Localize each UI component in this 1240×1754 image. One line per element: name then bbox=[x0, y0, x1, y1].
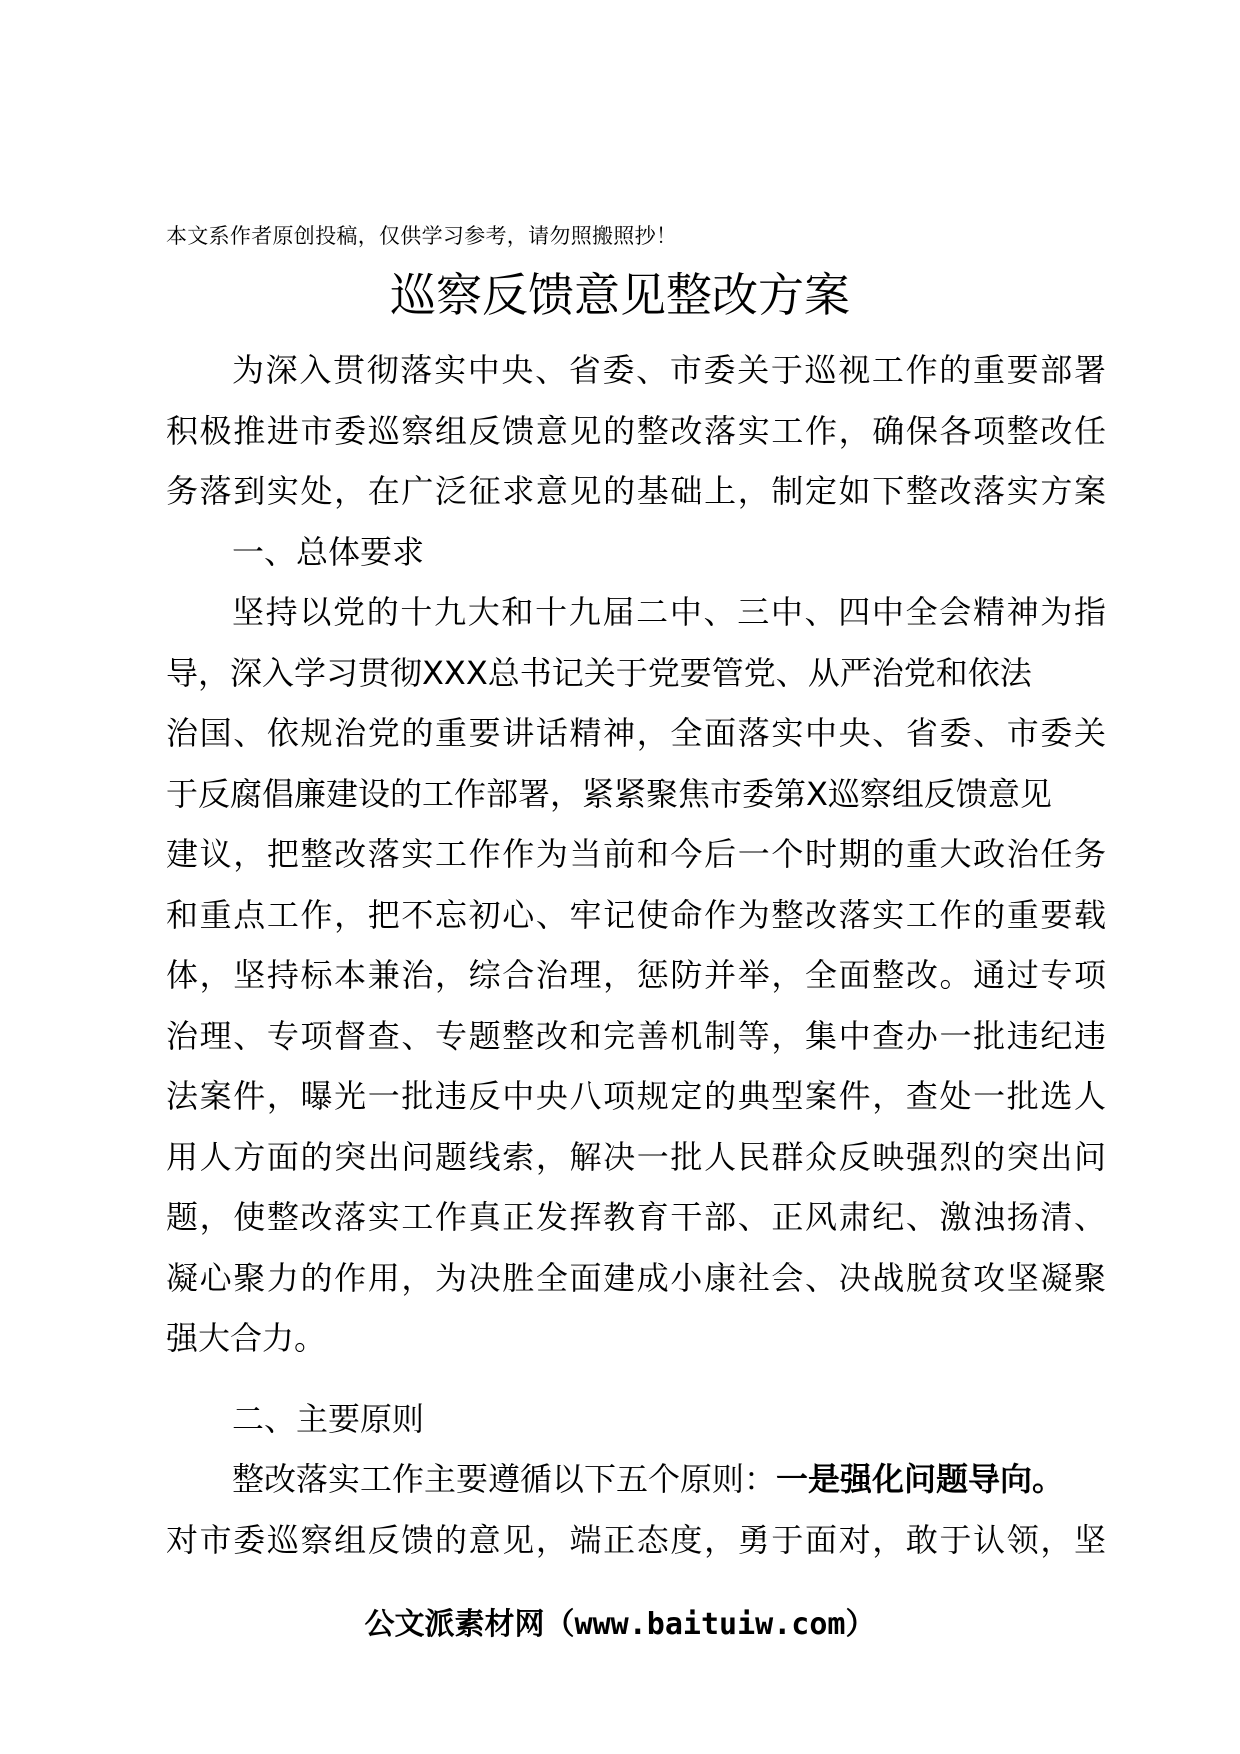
section-heading: 一、总体要求 bbox=[232, 532, 425, 571]
footer-site-name: 公文派素材网 bbox=[364, 1607, 545, 1642]
footer-url: （www.baituiw.com） bbox=[544, 1607, 876, 1642]
intro-paragraph bbox=[166, 340, 1106, 522]
paragraph-line: 于反腐倡廉建设的工作部署，紧紧聚焦市委第X巡察组反馈意见 bbox=[166, 774, 1052, 813]
copyright-notice: 本文系作者原创投稿，仅供学习参考，请勿照搬照抄！ bbox=[166, 224, 678, 248]
paragraph-line bbox=[166, 1449, 1106, 1510]
paragraph-line: 治理、专项督查、专题整改和完善机制等，集中查办一批违纪违 bbox=[166, 1016, 1106, 1055]
paragraph-line: 强大合力。 bbox=[166, 1319, 327, 1357]
paragraph-line: 建议，把整改落实工作作为当前和今后一个时期的重大政治任务 bbox=[166, 835, 1106, 873]
section-1-paragraph bbox=[166, 582, 1106, 1369]
paragraph-line: 务落到实处，在广泛征求意见的基础上，制定如下整改落实方案 bbox=[166, 472, 1106, 510]
paragraph-line: 积极推进市委巡察组反馈意见的整改落实工作，确保各项整改任 bbox=[166, 411, 1106, 450]
paragraph-line: 坚持以党的十九大和十九届二中、三中、四中全会精神为指 bbox=[232, 593, 1106, 631]
paragraph-line: 法案件，曝光一批违反中央八项规定的典型案件，查处一批选人 bbox=[166, 1077, 1106, 1115]
section-heading: 二、主要原则 bbox=[232, 1399, 425, 1438]
document-body bbox=[166, 340, 1106, 1570]
section-2-paragraph bbox=[166, 1449, 1106, 1570]
paragraph-line: 题，使整改落实工作真正发挥教育干部、正风肃纪、激浊扬清、 bbox=[166, 1198, 1106, 1236]
principle-one-heading: 一是强化问题导向。 bbox=[776, 1460, 1065, 1498]
document-title: 巡察反馈意见整改方案 bbox=[390, 268, 850, 322]
paragraph-line: 治国、依规治党的重要讲话精神，全面落实中央、省委、市委关 bbox=[166, 714, 1106, 752]
principles-intro-text: 整改落实工作主要遵循以下五个原则： bbox=[232, 1460, 777, 1498]
paragraph-line: 为深入贯彻落实中央、省委、市委关于巡视工作的重要部署 bbox=[232, 351, 1106, 389]
paragraph-line: 凝心聚力的作用，为决胜全面建成小康社会、决战脱贫攻坚凝聚 bbox=[166, 1258, 1106, 1297]
footer-watermark bbox=[0, 1605, 1240, 1645]
paragraph-line: 用人方面的突出问题线索，解决一批人民群众反映强烈的突出问 bbox=[166, 1137, 1106, 1176]
paragraph-gap bbox=[166, 1369, 1106, 1389]
paragraph-line: 体，坚持标本兼治，综合治理，惩防并举，全面整改。通过专项 bbox=[166, 956, 1106, 994]
paragraph-line: 导，深入学习贯彻XXX总书记关于党要管党、从严治党和依法 bbox=[166, 653, 1032, 692]
paragraph-line: 对市委巡察组反馈的意见，端正态度，勇于面对，敢于认领，坚 bbox=[166, 1520, 1106, 1559]
paragraph-line: 和重点工作，把不忘初心、牢记使命作为整改落实工作的重要载 bbox=[166, 895, 1106, 934]
